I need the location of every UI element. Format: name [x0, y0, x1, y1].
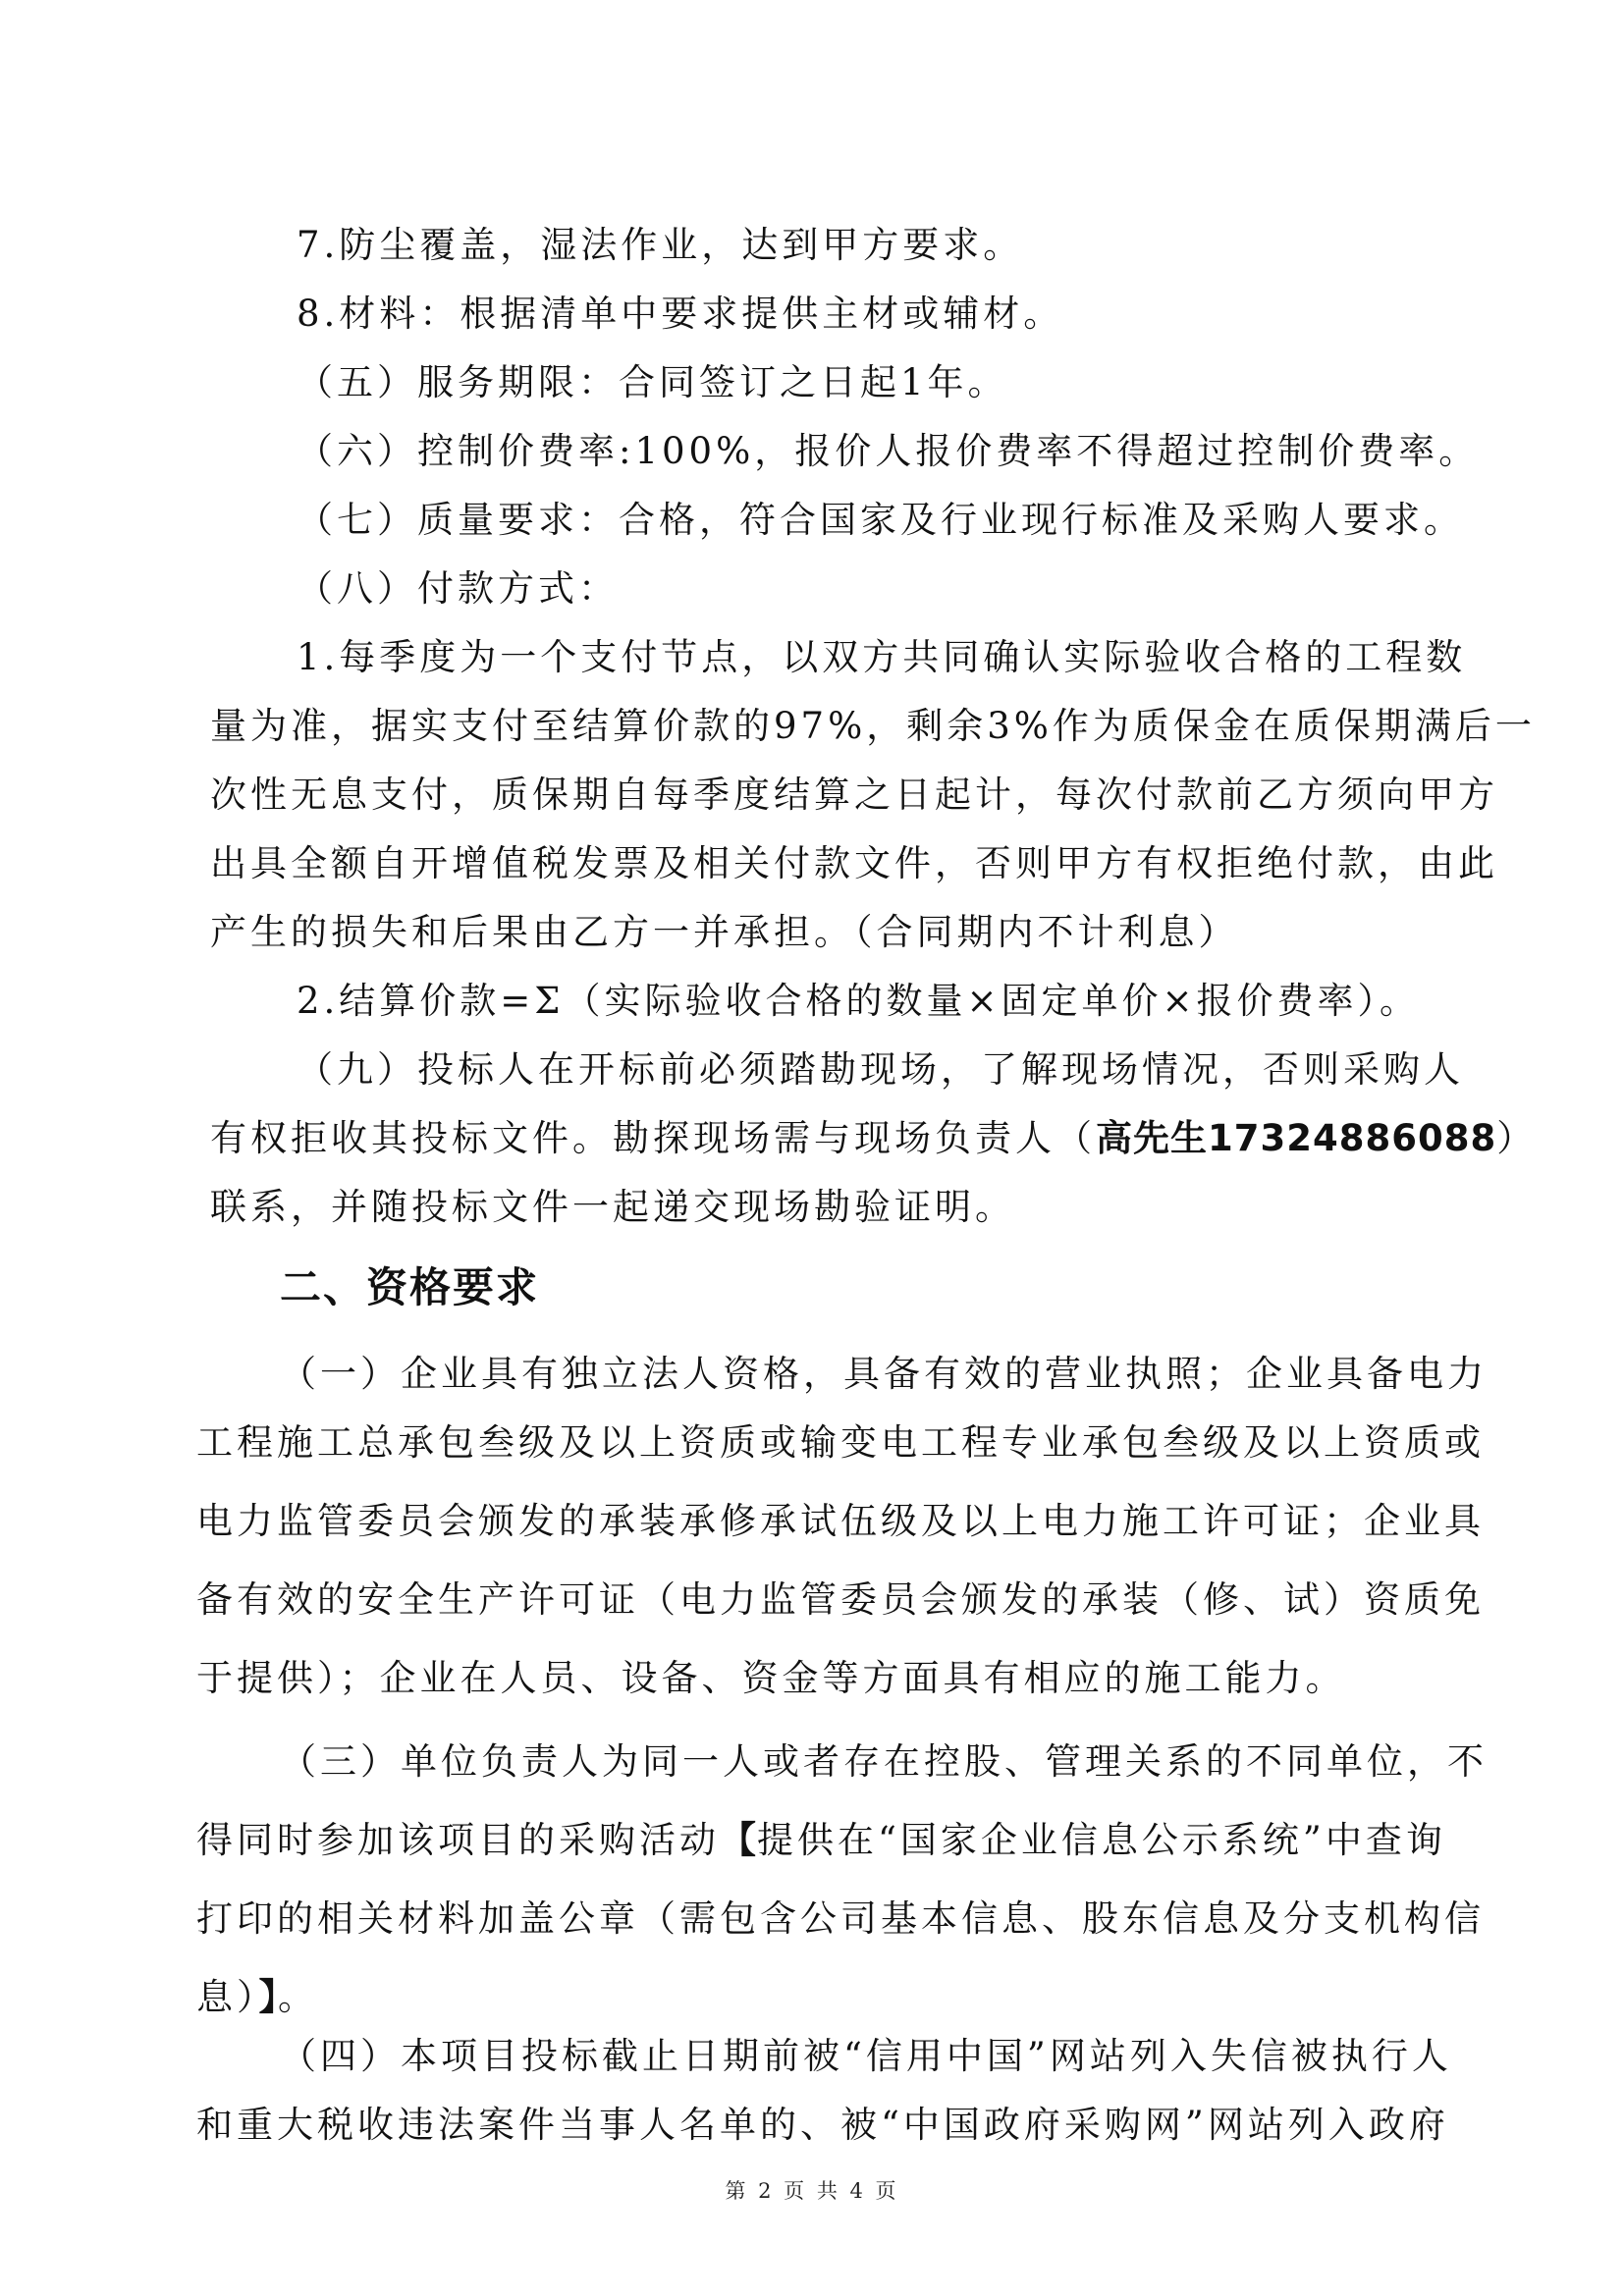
- text-line: [196, 1974, 318, 2021]
- text-segment: 。: [278, 1976, 318, 2018]
- text-line: 8.材料：根据清单中要求提供主材或辅材。: [297, 293, 1064, 335]
- text-line: 工程施工总承包叁级及以上资质或输变电工程专业承包叁级及以上资质或: [196, 1421, 1485, 1464]
- contact-person-phone: 高先生17324886088: [1096, 1117, 1497, 1159]
- text-segment: 提供在“国家企业信息公示系统”中查询: [757, 1819, 1446, 1861]
- text-line: （三）单位负责人为同一人或者存在控股、管理关系的不同单位，不: [280, 1740, 1488, 1783]
- text-line: （四）本项目投标截止日期前被“信用中国”网站列入失信被执行人: [280, 2035, 1452, 2077]
- text-line: 备有效的安全生产许可证（电力监管委员会颁发的承装（修、试）资质免: [196, 1578, 1485, 1621]
- section-heading: 二、资格要求: [280, 1263, 540, 1311]
- text-line: 次性无息支付，质保期自每季度结算之日起计，每次付款前乙方须向甲方: [210, 774, 1498, 816]
- text-line: 出具全额自开增值税发票及相关付款文件，否则甲方有权拒绝付款，由此: [210, 842, 1498, 884]
- text-line: （一）企业具有独立法人资格，具备有效的营业执照；企业具备电力: [280, 1353, 1488, 1395]
- text-line: （九）投标人在开标前必须踏勘现场，了解现场情况，否则采购人: [297, 1048, 1464, 1091]
- text-segment: 有权拒收其投标文件。勘探现场需与现场负责人（: [210, 1117, 1096, 1159]
- text-line: 联系，并随投标文件一起递交现场勘验证明。: [210, 1186, 1015, 1228]
- text-line: 2.结算价款=Σ（实际验收合格的数量×固定单价×报价费率）。: [297, 980, 1420, 1022]
- text-segment: 得同时参加该项目的采购活动: [196, 1819, 720, 1861]
- text-line: 产生的损失和后果由乙方一并承担。（合同期内不计利息）: [210, 911, 1239, 953]
- text-segment: ）: [1496, 1117, 1538, 1159]
- text-line: [196, 1817, 1446, 1864]
- bracket-open: 【: [720, 1819, 757, 1861]
- text-line: （六）控制价费率:100%，报价人报价费率不得超过控制价费率。: [297, 430, 1480, 472]
- text-line: 1.每季度为一个支付节点，以双方共同确认实际验收合格的工程数: [297, 636, 1467, 678]
- text-segment: 息）: [196, 1976, 259, 2018]
- text-line: （八）付款方式：: [297, 567, 619, 610]
- page-footer: 第 2 页 共 4 页: [725, 2179, 899, 2203]
- text-line: （七）质量要求：合格，符合国家及行业现行标准及采购人要求。: [297, 499, 1464, 541]
- text-line: 量为准，据实支付至结算价款的97%，剩余3%作为质保金在质保期满后一: [210, 705, 1536, 747]
- text-line: 和重大税收违法案件当事人名单的、被“中国政府采购网”网站列入政府: [196, 2104, 1449, 2146]
- bracket-close: 】: [258, 1976, 278, 2018]
- text-line: 打印的相关材料加盖公章（需包含公司基本信息、股东信息及分支机构信: [196, 1897, 1485, 1940]
- text-line: 电力监管委员会颁发的承装承修承试伍级及以上电力施工许可证；企业具: [196, 1500, 1485, 1542]
- text-line: （五）服务期限：合同签订之日起1年。: [297, 361, 1008, 403]
- text-line: 7.防尘覆盖，湿法作业，达到甲方要求。: [297, 224, 1024, 266]
- text-line: 于提供）；企业在人员、设备、资金等方面具有相应的施工能力。: [196, 1657, 1346, 1699]
- text-line: [210, 1115, 1537, 1162]
